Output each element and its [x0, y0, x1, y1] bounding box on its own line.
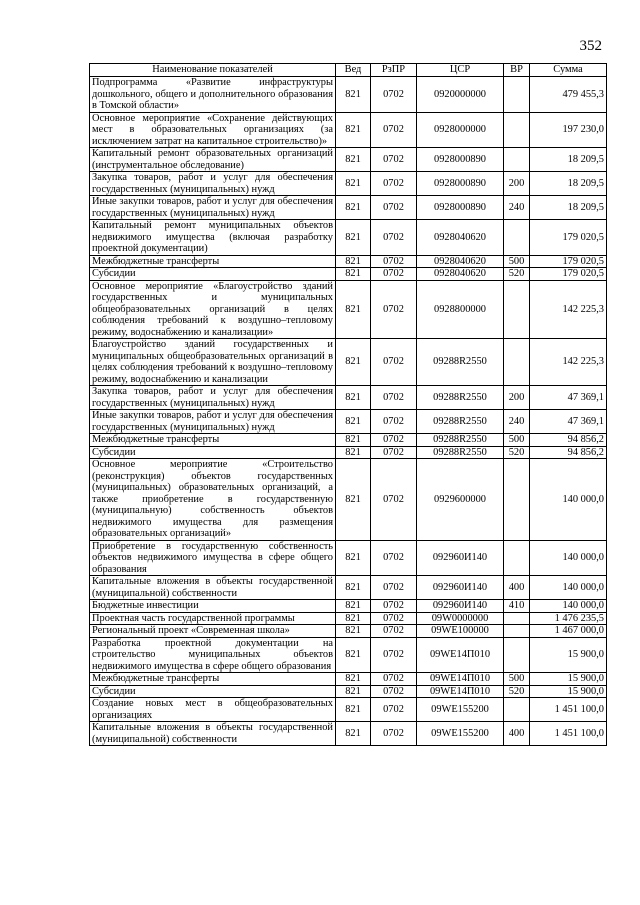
- row-vr: [504, 698, 530, 722]
- row-rzpr: 0702: [371, 339, 417, 386]
- row-sum: 1 451 100,0: [530, 698, 607, 722]
- row-sum: 94 856,2: [530, 446, 607, 459]
- row-sum: 18 209,5: [530, 148, 607, 172]
- row-rzpr: 0702: [371, 196, 417, 220]
- row-vr: 200: [504, 172, 530, 196]
- row-sum: 15 900,0: [530, 637, 607, 673]
- row-rzpr: 0702: [371, 112, 417, 148]
- row-csr: 09288R2550: [417, 434, 504, 447]
- row-sum: 47 369,1: [530, 386, 607, 410]
- table-row: [90, 268, 607, 281]
- header-name: Наименование показателей: [90, 64, 336, 77]
- row-csr: 09WE100000: [417, 625, 504, 638]
- row-ved: 821: [336, 339, 371, 386]
- row-rzpr: 0702: [371, 268, 417, 281]
- row-rzpr: 0702: [371, 673, 417, 686]
- row-sum: 142 225,3: [530, 339, 607, 386]
- row-name: Основное мероприятие «Сохранение действующих мест в образовательных организациях (за исключением затрат на капитальное строительство)»: [90, 112, 336, 148]
- row-csr: 0920000000: [417, 77, 504, 113]
- table-row: [90, 196, 607, 220]
- row-name: Иные закупки товаров, работ и услуг для обеспечения государственных (муниципальных) нужд: [90, 410, 336, 434]
- row-sum: 179 020,5: [530, 255, 607, 268]
- row-csr: 0928000000: [417, 112, 504, 148]
- row-name: Субсидии: [90, 268, 336, 281]
- row-name: Межбюджетные трансферты: [90, 255, 336, 268]
- table-row: [90, 685, 607, 698]
- row-vr: [504, 625, 530, 638]
- row-ved: 821: [336, 148, 371, 172]
- table-row: [90, 339, 607, 386]
- row-sum: 1 476 235,5: [530, 612, 607, 625]
- row-vr: [504, 77, 530, 113]
- row-rzpr: 0702: [371, 685, 417, 698]
- row-csr: 09WE155200: [417, 698, 504, 722]
- row-csr: 09288R2550: [417, 446, 504, 459]
- row-name: Региональный проект «Современная школа»: [90, 625, 336, 638]
- row-ved: 821: [336, 637, 371, 673]
- row-sum: 197 230,0: [530, 112, 607, 148]
- row-sum: 140 000,0: [530, 576, 607, 600]
- row-ved: 821: [336, 280, 371, 339]
- row-sum: 479 455,3: [530, 77, 607, 113]
- row-ved: 821: [336, 576, 371, 600]
- row-vr: [504, 459, 530, 541]
- table-row: [90, 410, 607, 434]
- row-vr: 400: [504, 576, 530, 600]
- row-name: Капитальные вложения в объекты государственной (муниципальной) собственности: [90, 576, 336, 600]
- row-name: Основное мероприятие «Благоустройство зданий государственных и муниципальных общеобразовательных организаций в целях соблюдения требований к воздушно–тепловому режиму, водоснабжению и канализации»: [90, 280, 336, 339]
- table-row: [90, 148, 607, 172]
- row-rzpr: 0702: [371, 612, 417, 625]
- row-ved: 821: [336, 196, 371, 220]
- row-ved: 821: [336, 172, 371, 196]
- table-row: [90, 386, 607, 410]
- row-rzpr: 0702: [371, 77, 417, 113]
- row-csr: 092960И140: [417, 600, 504, 613]
- row-sum: 15 900,0: [530, 673, 607, 686]
- table-header-row: [90, 64, 607, 77]
- table-row: [90, 434, 607, 447]
- row-csr: 09WE14П010: [417, 673, 504, 686]
- row-ved: 821: [336, 446, 371, 459]
- header-rzpr: РзПР: [371, 64, 417, 77]
- row-sum: 18 209,5: [530, 172, 607, 196]
- row-rzpr: 0702: [371, 148, 417, 172]
- row-ved: 821: [336, 540, 371, 576]
- row-rzpr: 0702: [371, 386, 417, 410]
- row-name: Благоустройство зданий государственных и муниципальных общеобразовательных организаций в целях соблюдения требований к воздушно–тепловому режиму, водоснабжению и канализации: [90, 339, 336, 386]
- row-rzpr: 0702: [371, 625, 417, 638]
- row-sum: 1 451 100,0: [530, 722, 607, 746]
- row-ved: 821: [336, 112, 371, 148]
- row-name: Капитальный ремонт муниципальных объектов недвижимого имущества (включая разработку проектной документации): [90, 220, 336, 256]
- row-rzpr: 0702: [371, 434, 417, 447]
- row-vr: 400: [504, 722, 530, 746]
- row-ved: 821: [336, 220, 371, 256]
- row-ved: 821: [336, 410, 371, 434]
- row-csr: 09W0000000: [417, 612, 504, 625]
- row-csr: 09288R2550: [417, 410, 504, 434]
- row-rzpr: 0702: [371, 600, 417, 613]
- row-name: Основное мероприятие «Строительство (реконструкция) объектов государственных (муниципальных) образовательных организаций, а также приобретение в государственную (муниципальную) собственность объектов недвижимого имущества для размещения образовательных организаций»: [90, 459, 336, 541]
- row-vr: 520: [504, 268, 530, 281]
- row-csr: 0928040620: [417, 255, 504, 268]
- header-vr: ВР: [504, 64, 530, 77]
- table-row: [90, 220, 607, 256]
- row-ved: 821: [336, 77, 371, 113]
- table-row: [90, 698, 607, 722]
- row-sum: 140 000,0: [530, 600, 607, 613]
- row-ved: 821: [336, 625, 371, 638]
- row-vr: 500: [504, 434, 530, 447]
- row-sum: 140 000,0: [530, 459, 607, 541]
- row-name: Субсидии: [90, 685, 336, 698]
- row-ved: 821: [336, 612, 371, 625]
- row-ved: 821: [336, 600, 371, 613]
- row-vr: [504, 112, 530, 148]
- table-row: [90, 612, 607, 625]
- row-rzpr: 0702: [371, 255, 417, 268]
- row-ved: 821: [336, 685, 371, 698]
- row-sum: 140 000,0: [530, 540, 607, 576]
- row-ved: 821: [336, 268, 371, 281]
- row-sum: 47 369,1: [530, 410, 607, 434]
- row-name: Подпрограмма «Развитие инфраструктуры дошкольного, общего и дополнительного образования в Томской области»: [90, 77, 336, 113]
- row-name: Проектная часть государственной программы: [90, 612, 336, 625]
- row-rzpr: 0702: [371, 446, 417, 459]
- row-vr: 200: [504, 386, 530, 410]
- row-sum: 15 900,0: [530, 685, 607, 698]
- row-csr: 0928800000: [417, 280, 504, 339]
- row-name: Субсидии: [90, 446, 336, 459]
- row-ved: 821: [336, 722, 371, 746]
- header-sum: Сумма: [530, 64, 607, 77]
- row-name: Капитальные вложения в объекты государственной (муниципальной) собственности: [90, 722, 336, 746]
- row-csr: 09WE14П010: [417, 685, 504, 698]
- row-csr: 0928000890: [417, 196, 504, 220]
- row-sum: 142 225,3: [530, 280, 607, 339]
- row-rzpr: 0702: [371, 410, 417, 434]
- row-ved: 821: [336, 698, 371, 722]
- row-rzpr: 0702: [371, 459, 417, 541]
- row-name: Межбюджетные трансферты: [90, 673, 336, 686]
- row-rzpr: 0702: [371, 220, 417, 256]
- row-csr: 0928040620: [417, 220, 504, 256]
- row-vr: [504, 339, 530, 386]
- table-row: [90, 637, 607, 673]
- row-ved: 821: [336, 255, 371, 268]
- row-rzpr: 0702: [371, 637, 417, 673]
- row-csr: 092960И140: [417, 576, 504, 600]
- row-csr: 0929600000: [417, 459, 504, 541]
- row-vr: [504, 220, 530, 256]
- row-vr: 500: [504, 673, 530, 686]
- row-rzpr: 0702: [371, 280, 417, 339]
- row-vr: 520: [504, 446, 530, 459]
- row-vr: [504, 148, 530, 172]
- table-row: [90, 255, 607, 268]
- table-row: [90, 722, 607, 746]
- row-rzpr: 0702: [371, 540, 417, 576]
- row-vr: 520: [504, 685, 530, 698]
- row-name: Межбюджетные трансферты: [90, 434, 336, 447]
- table-row: [90, 576, 607, 600]
- row-ved: 821: [336, 459, 371, 541]
- table-row: [90, 625, 607, 638]
- header-csr: ЦСР: [417, 64, 504, 77]
- row-csr: 0928040620: [417, 268, 504, 281]
- table-row: [90, 673, 607, 686]
- page-number: 352: [579, 38, 602, 54]
- row-name: Иные закупки товаров, работ и услуг для обеспечения государственных (муниципальных) нужд: [90, 196, 336, 220]
- row-name: Приобретение в государственную собственность объектов недвижимого имущества в сфере общего образования: [90, 540, 336, 576]
- row-csr: 09288R2550: [417, 339, 504, 386]
- row-csr: 09288R2550: [417, 386, 504, 410]
- row-vr: [504, 540, 530, 576]
- table-row: [90, 172, 607, 196]
- row-rzpr: 0702: [371, 722, 417, 746]
- row-vr: 240: [504, 196, 530, 220]
- table-row: [90, 112, 607, 148]
- row-vr: 500: [504, 255, 530, 268]
- budget-table: [89, 63, 607, 746]
- table-row: [90, 459, 607, 541]
- row-name: Разработка проектной документации на строительство муниципальных объектов недвижимого имущества в сфере общего образования: [90, 637, 336, 673]
- row-csr: 0928000890: [417, 172, 504, 196]
- header-ved: Вед: [336, 64, 371, 77]
- row-name: Бюджетные инвестиции: [90, 600, 336, 613]
- row-name: Создание новых мест в общеобразовательных организациях: [90, 698, 336, 722]
- row-csr: 09WE14П010: [417, 637, 504, 673]
- row-rzpr: 0702: [371, 576, 417, 600]
- row-name: Закупка товаров, работ и услуг для обеспечения государственных (муниципальных) нужд: [90, 386, 336, 410]
- row-ved: 821: [336, 386, 371, 410]
- row-ved: 821: [336, 673, 371, 686]
- row-sum: 179 020,5: [530, 268, 607, 281]
- row-rzpr: 0702: [371, 698, 417, 722]
- row-vr: [504, 637, 530, 673]
- row-vr: [504, 280, 530, 339]
- row-vr: 410: [504, 600, 530, 613]
- row-sum: 94 856,2: [530, 434, 607, 447]
- row-ved: 821: [336, 434, 371, 447]
- row-rzpr: 0702: [371, 172, 417, 196]
- row-csr: 092960И140: [417, 540, 504, 576]
- row-sum: 1 467 000,0: [530, 625, 607, 638]
- row-name: Закупка товаров, работ и услуг для обеспечения государственных (муниципальных) нужд: [90, 172, 336, 196]
- row-vr: 240: [504, 410, 530, 434]
- row-name: Капитальный ремонт образовательных организаций (инструментальное обследование): [90, 148, 336, 172]
- table-row: [90, 540, 607, 576]
- row-csr: 0928000890: [417, 148, 504, 172]
- table-row: [90, 280, 607, 339]
- table-row: [90, 600, 607, 613]
- table-row: [90, 77, 607, 113]
- row-sum: 18 209,5: [530, 196, 607, 220]
- row-sum: 179 020,5: [530, 220, 607, 256]
- row-csr: 09WE155200: [417, 722, 504, 746]
- table-row: [90, 446, 607, 459]
- row-vr: [504, 612, 530, 625]
